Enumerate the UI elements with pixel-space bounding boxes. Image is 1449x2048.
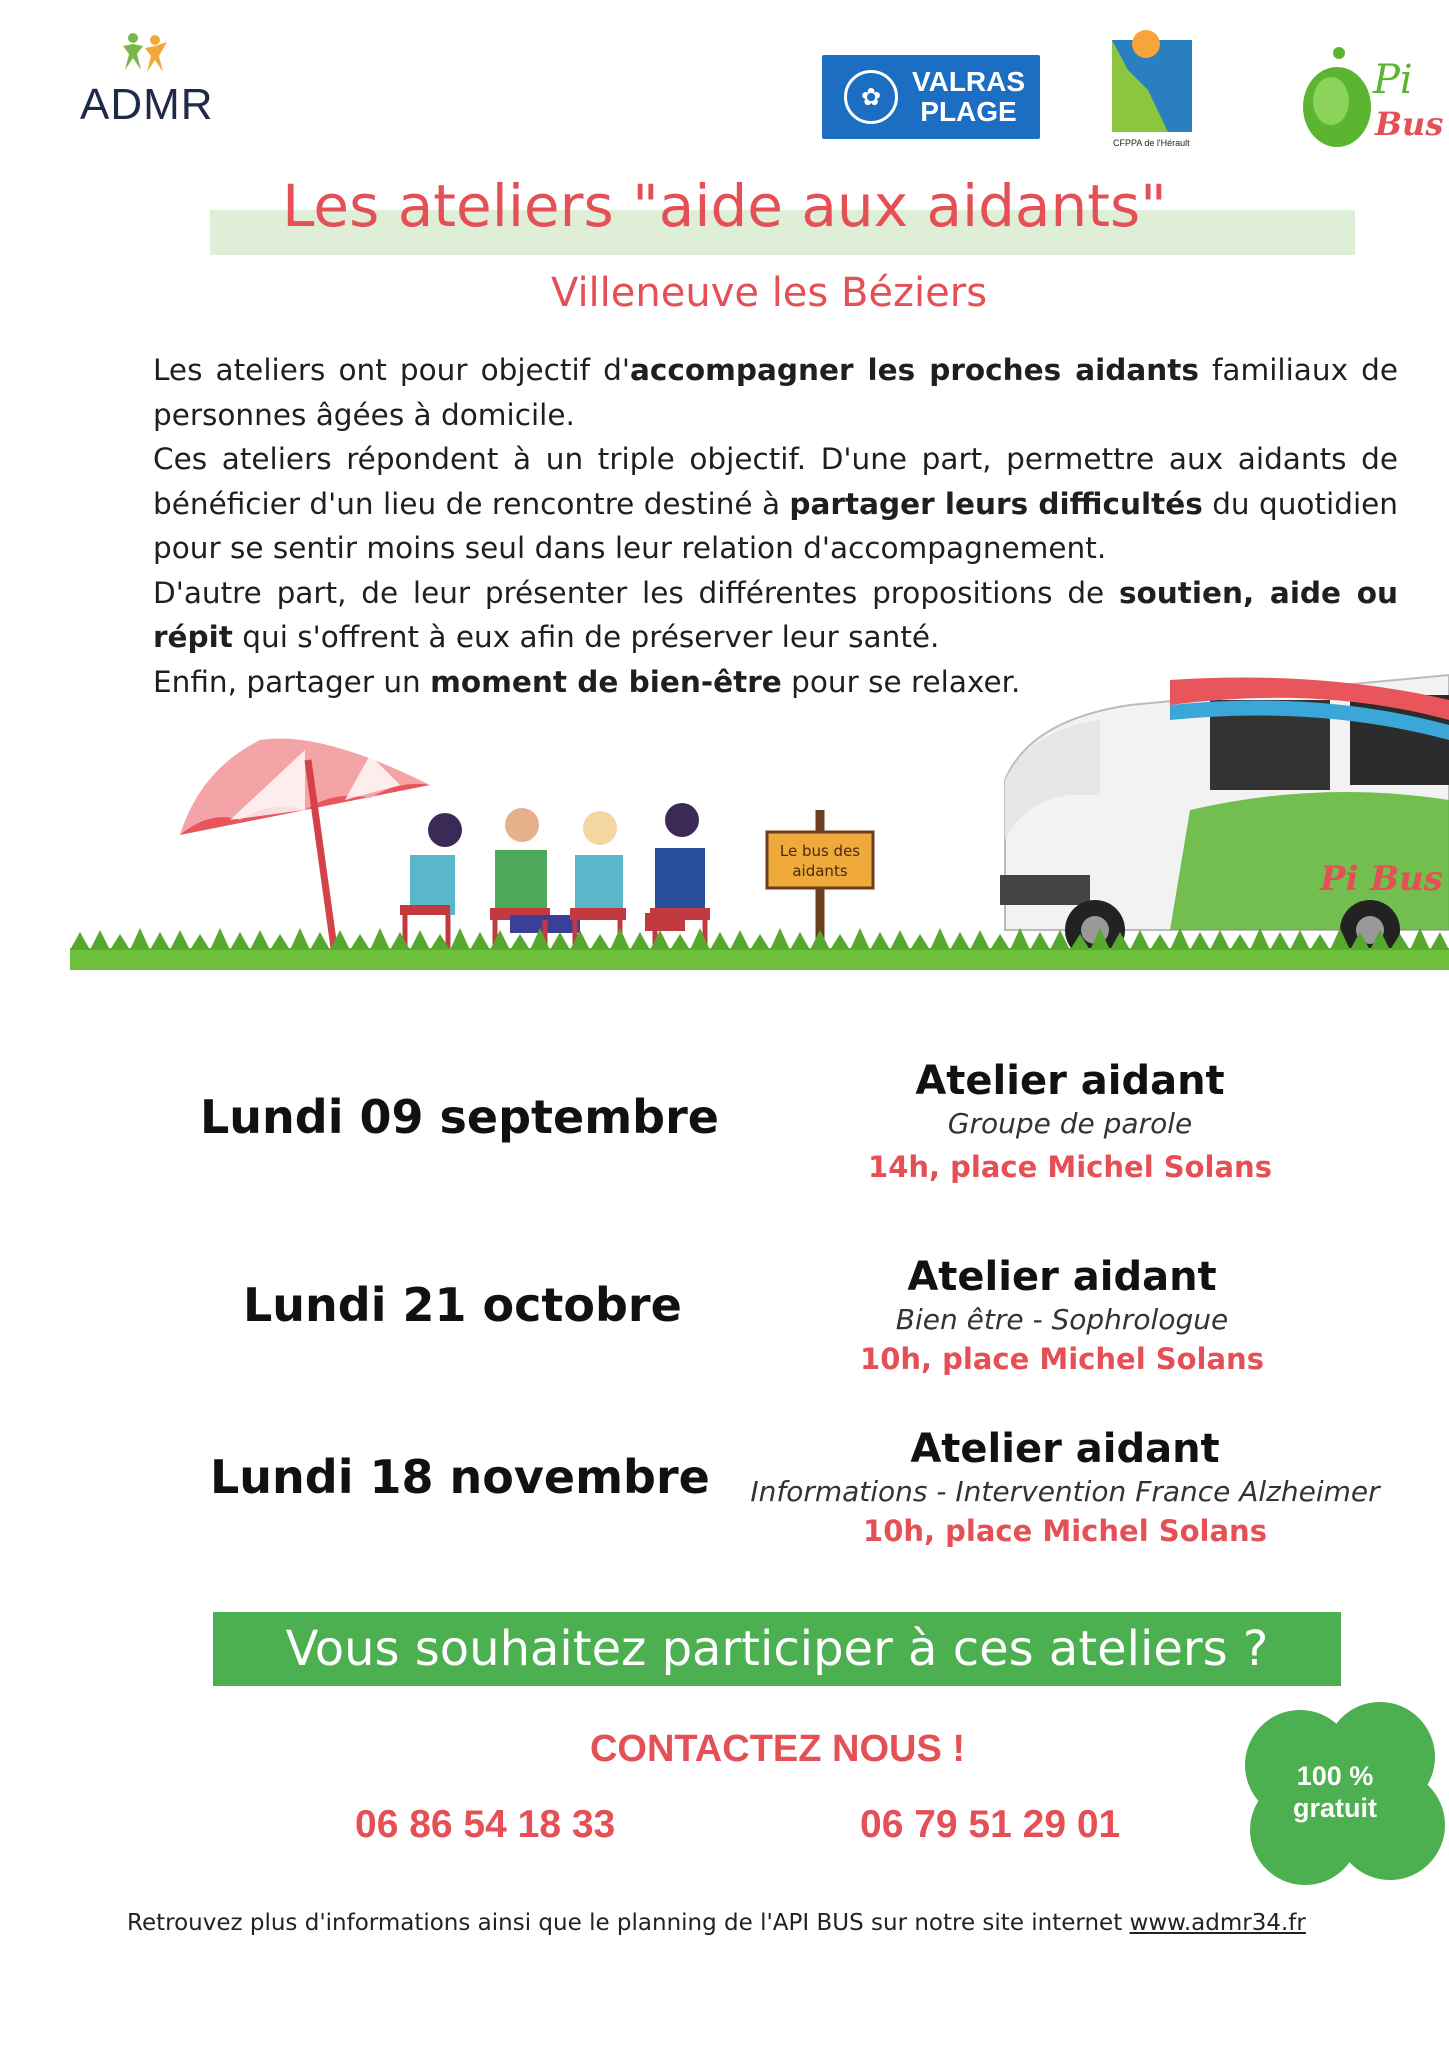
apibus-bus: Bus xyxy=(1375,105,1444,143)
phone-1[interactable]: 06 86 54 18 33 xyxy=(355,1803,616,1846)
cfppa-landscape-icon xyxy=(1108,30,1198,135)
apibus-pi: Pi xyxy=(1373,57,1413,103)
cfppa-logo xyxy=(1108,30,1198,152)
event-2-title: Atelier aidant xyxy=(907,1254,1217,1300)
intro-paragraph-1: Les ateliers ont pour objectif d'accompagner les proches aidants familiaux de personnes âgées à domicile. xyxy=(153,353,1398,432)
apibus-logo xyxy=(1295,45,1449,155)
valras-line1: VALRAS xyxy=(912,66,1026,97)
event-3-time: 10h, place Michel Solans xyxy=(863,1514,1267,1548)
event-2-date: Lundi 21 octobre xyxy=(243,1278,682,1332)
event-3-date: Lundi 18 novembre xyxy=(210,1450,710,1504)
sign-line-2: aidants xyxy=(792,862,848,880)
footer-text: Retrouvez plus d'informations ainsi que le planning de l'API BUS sur notre site internet xyxy=(127,1910,1130,1936)
event-1-date: Lundi 09 septembre xyxy=(200,1090,719,1144)
page-subtitle: Villeneuve les Béziers xyxy=(550,270,988,316)
footer-link[interactable]: www.admr34.fr xyxy=(1129,1910,1306,1936)
tree-icon: ✿ xyxy=(844,70,898,124)
event-2 xyxy=(812,1253,1312,1379)
cta-text: Vous souhaitez participer à ces ateliers ? xyxy=(285,1621,1269,1677)
cta-banner xyxy=(213,1612,1341,1686)
grass-strip xyxy=(70,928,1449,970)
event-3 xyxy=(745,1425,1385,1551)
admr-wordmark: ADMR xyxy=(80,80,214,129)
phone-2[interactable]: 06 79 51 29 01 xyxy=(860,1803,1121,1846)
event-3-desc: Informations - Intervention France Alzheimer xyxy=(750,1475,1380,1508)
valras-plage-logo xyxy=(822,55,1040,139)
sign-line-1: Le bus des xyxy=(779,842,861,860)
cfppa-label: CFPPA de l'Hérault xyxy=(1113,138,1190,148)
free-badge-line1: 100 % xyxy=(1296,1761,1374,1791)
event-2-time: 10h, place Michel Solans xyxy=(860,1342,1264,1376)
footer xyxy=(127,1910,1306,1936)
free-badge-text xyxy=(1260,1760,1410,1824)
event-1 xyxy=(820,1057,1320,1187)
event-2-desc: Bien être - Sophrologue xyxy=(895,1303,1229,1336)
contact-heading: CONTACTEZ NOUS ! xyxy=(589,1728,966,1770)
illustration xyxy=(70,660,1449,970)
event-1-time: 14h, place Michel Solans xyxy=(868,1150,1272,1184)
apibus-leaf-icon xyxy=(1295,45,1449,155)
event-3-title: Atelier aidant xyxy=(910,1426,1220,1472)
event-1-title: Atelier aidant xyxy=(915,1058,1225,1104)
intro-paragraph-4: Enfin, partager un moment de bien-être pour se relaxer. xyxy=(153,664,1021,699)
event-1-desc: Groupe de parole xyxy=(947,1107,1193,1140)
umbrella-icon xyxy=(180,738,430,955)
intro-paragraph-3: D'autre part, de leur présenter les différentes propositions de soutien, aide ou répit qui s'offrent à eux afin de préserver leur santé. xyxy=(153,575,1398,654)
free-badge-line2: gratuit xyxy=(1293,1793,1377,1823)
page-title: Les ateliers "aide aux aidants" xyxy=(282,172,1167,240)
bus-van-icon xyxy=(1000,675,1449,960)
van-brand: Pi Bus xyxy=(1320,859,1443,899)
admr-logo xyxy=(70,30,230,140)
group-of-people-icon xyxy=(400,803,710,955)
admr-figures-icon xyxy=(115,30,185,80)
intro-paragraph-2: Ces ateliers répondent à un triple objectif. D'une part, permettre aux aidants de bénéficier d'un lieu de rencontre destiné à partager leurs difficultés du quotidien pour se sentir moins seul dans leur relation d'accompagnement. xyxy=(153,442,1399,565)
valras-line2: PLAGE xyxy=(920,96,1017,127)
intro-text xyxy=(153,348,1398,704)
